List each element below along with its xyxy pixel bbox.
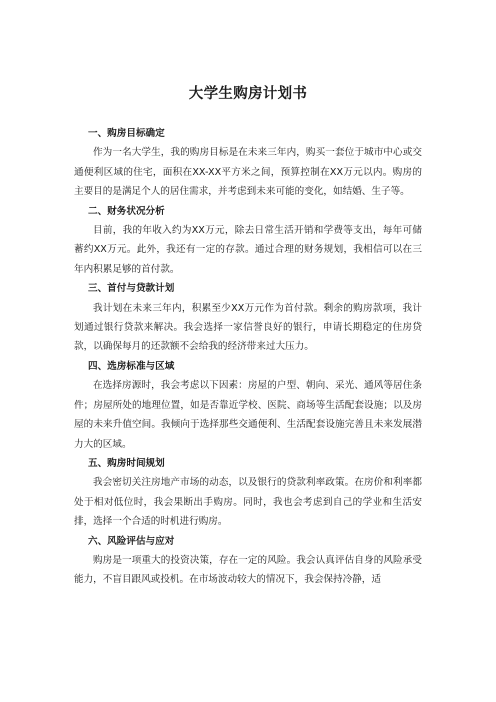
section-heading-selection: 四、选房标准与区域 <box>88 360 175 372</box>
section-body-loan: 我计划在未来三年内，积累至少XX万元作为首付款。剩余的购房款项，我计划通过银行贷款来解决。我会选择一家信誉良好的银行，申请长期稳定的住房贷款，以确保每月的还款额不会给我的经济带来过大压力。 <box>74 302 422 353</box>
section-heading-loan: 三、首付与贷款计划 <box>88 283 175 295</box>
section-heading-timing: 五、购房时间规划 <box>88 457 165 469</box>
section-body-risk: 购房是一项重大的投资决策，存在一定的风险。我会认真评估自身的风险承受能力，不盲目跟风或投机。在市场波动较大的情况下，我会保持冷静，适 <box>74 554 422 586</box>
document-title: 大学生购房计划书 <box>188 86 308 102</box>
section-body-timing: 我会密切关注房地产市场的动态，以及银行的贷款利率政策。在房价和利率都处于相对低位时，我会果断出手购房。同时，我也会考虑到自己的学业和生活安排，选择一个合适的时机进行购房。 <box>74 477 422 528</box>
section-body-goal: 作为一名大学生，我的购房目标是在未来三年内，购买一套位于城市中心或交通便利区域的住宅，面积在XX-XX平方米之间，预算控制在XX万元以内。购房的主要目的是满足个人的居住需求，并考虑到未来可能的变化，如结婚、生子等。 <box>74 147 422 198</box>
section-heading-finance: 二、财务状况分析 <box>88 205 165 217</box>
section-body-selection: 在选择房源时，我会考虑以下因素：房屋的户型、朝向、采光、通风等居住条件；房屋所处的地理位置，如是否靠近学校、医院、商场等生活配套设施；以及房屋的未来升值空间。我倾向于选择那些交通便利、生活配套设施完善且未来发展潜力大的区域。 <box>74 380 422 450</box>
document-content <box>74 124 422 590</box>
section-heading-risk: 六、风险评估与应对 <box>88 535 175 547</box>
section-body-finance: 目前，我的年收入约为XX万元，除去日常生活开销和学费等支出，每年可储蓄约XX万元。此外，我还有一定的存款。通过合理的财务规划，我相信可以在三年内积累足够的首付款。 <box>74 225 422 275</box>
section-heading-goal: 一、购房目标确定 <box>88 128 165 139</box>
